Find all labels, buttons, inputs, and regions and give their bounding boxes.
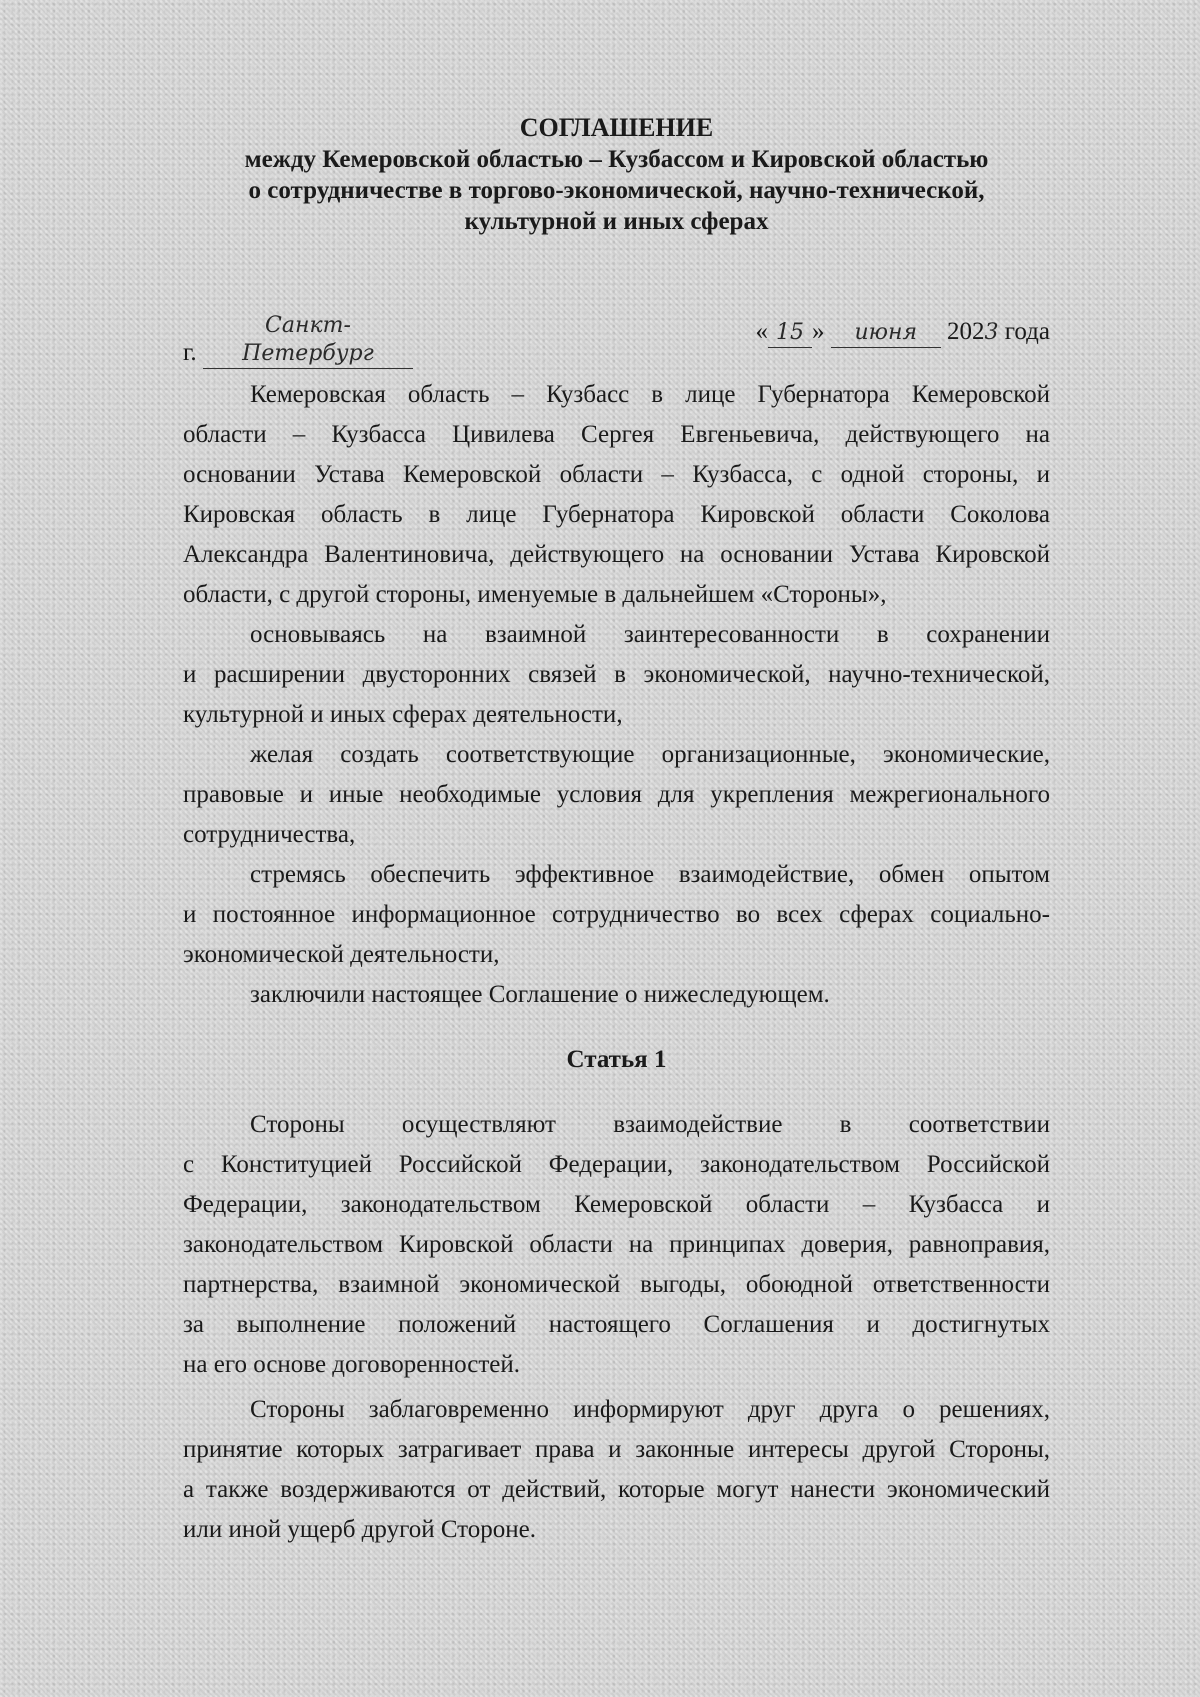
preamble xyxy=(183,375,1050,1015)
text-line: и постоянное информационное сотрудничество во всех сферах социально- xyxy=(183,901,1050,928)
text-line: Стороны заблаговременно информируют друг друга о решениях, xyxy=(250,1396,1050,1423)
text-line: Александра Валентиновича, действующего на основании Устава Кировской xyxy=(183,541,1050,568)
text-line: Федерации, законодательством Кемеровской области – Кузбасса и xyxy=(183,1191,1050,1218)
document-subtitle-line: между Кемеровской областью – Кузбассом и Кировской областью xyxy=(244,146,989,173)
text-line: желая создать соответствующие организационные, экономические, xyxy=(250,741,1050,768)
text-line: законодательством Кировской области на принципах доверия, равноправия, xyxy=(183,1231,1050,1258)
document-title: СОГЛАШЕНИЕ xyxy=(519,113,714,142)
text-line: партнерства, взаимной экономической выгоды, обоюдной ответственности xyxy=(183,1271,1050,1298)
text-line: основываясь на взаимной заинтересованности в сохранении xyxy=(250,621,1050,648)
place-date-line xyxy=(183,312,1050,366)
text-line: культурной и иных сферах деятельности, xyxy=(183,701,623,728)
document-subtitle-line: культурной и иных сферах xyxy=(464,208,769,235)
article-1-heading: Статья 1 xyxy=(566,1046,667,1073)
city-handwritten: Санкт-Петербург xyxy=(203,312,413,369)
text-line: и расширении двусторонних связей в экономической, научно-технической, xyxy=(183,661,1050,688)
article-1-body xyxy=(183,1105,1050,1550)
document-subtitle-line: о сотрудничестве в торгово-экономической, научно-технической, xyxy=(248,177,985,204)
text-line: Кировская область в лице Губернатора Кировской области Соколова xyxy=(183,501,1050,528)
text-line: стремясь обеспечить эффективное взаимодействие, обмен опытом xyxy=(250,861,1050,888)
text-line: области, с другой стороны, именуемые в дальнейшем «Стороны», xyxy=(183,581,887,608)
document-header xyxy=(183,112,1050,237)
text-line: области – Кузбасса Цивилева Сергея Евгеньевича, действующего на xyxy=(183,421,1050,448)
text-line: сотрудничества, xyxy=(183,821,356,848)
quote-open: « xyxy=(755,318,769,345)
month-handwritten: июня xyxy=(831,319,941,348)
text-line: а также воздерживаются от действий, которые могут нанести экономический xyxy=(183,1476,1050,1503)
year-handwritten: 3 xyxy=(984,320,999,345)
year-prefix: 202 xyxy=(947,318,985,345)
text-line: Кемеровская область – Кузбасс в лице Губернатора Кемеровской xyxy=(250,381,1050,408)
text-line: с Конституцией Российской Федерации, законодательством Российской xyxy=(183,1151,1050,1178)
text-line: или иной ущерб другой Стороне. xyxy=(183,1516,537,1543)
text-line: заключили настоящее Соглашение о нижеследующем. xyxy=(250,981,830,1008)
text-line: Стороны осуществляют взаимодействие в соответствии xyxy=(250,1111,1050,1138)
text-line: правовые и иные необходимые условия для укрепления межрегионального xyxy=(183,781,1050,808)
text-line: экономической деятельности, xyxy=(183,941,500,968)
date xyxy=(756,312,1050,352)
text-line: на его основе договоренностей. xyxy=(183,1351,521,1378)
text-line: принятие которых затрагивает права и законные интересы другой Стороны, xyxy=(183,1436,1050,1463)
city-prefix: г. xyxy=(183,339,197,366)
text-line: за выполнение положений настоящего Соглашения и достигнутых xyxy=(183,1311,1050,1338)
text-line: основании Устава Кемеровской области – Кузбасса, с одной стороны, и xyxy=(183,461,1050,488)
day-handwritten: 15 xyxy=(768,319,812,348)
place xyxy=(183,312,413,373)
quote-close: » xyxy=(812,318,825,345)
year-suffix: года xyxy=(1004,318,1050,345)
